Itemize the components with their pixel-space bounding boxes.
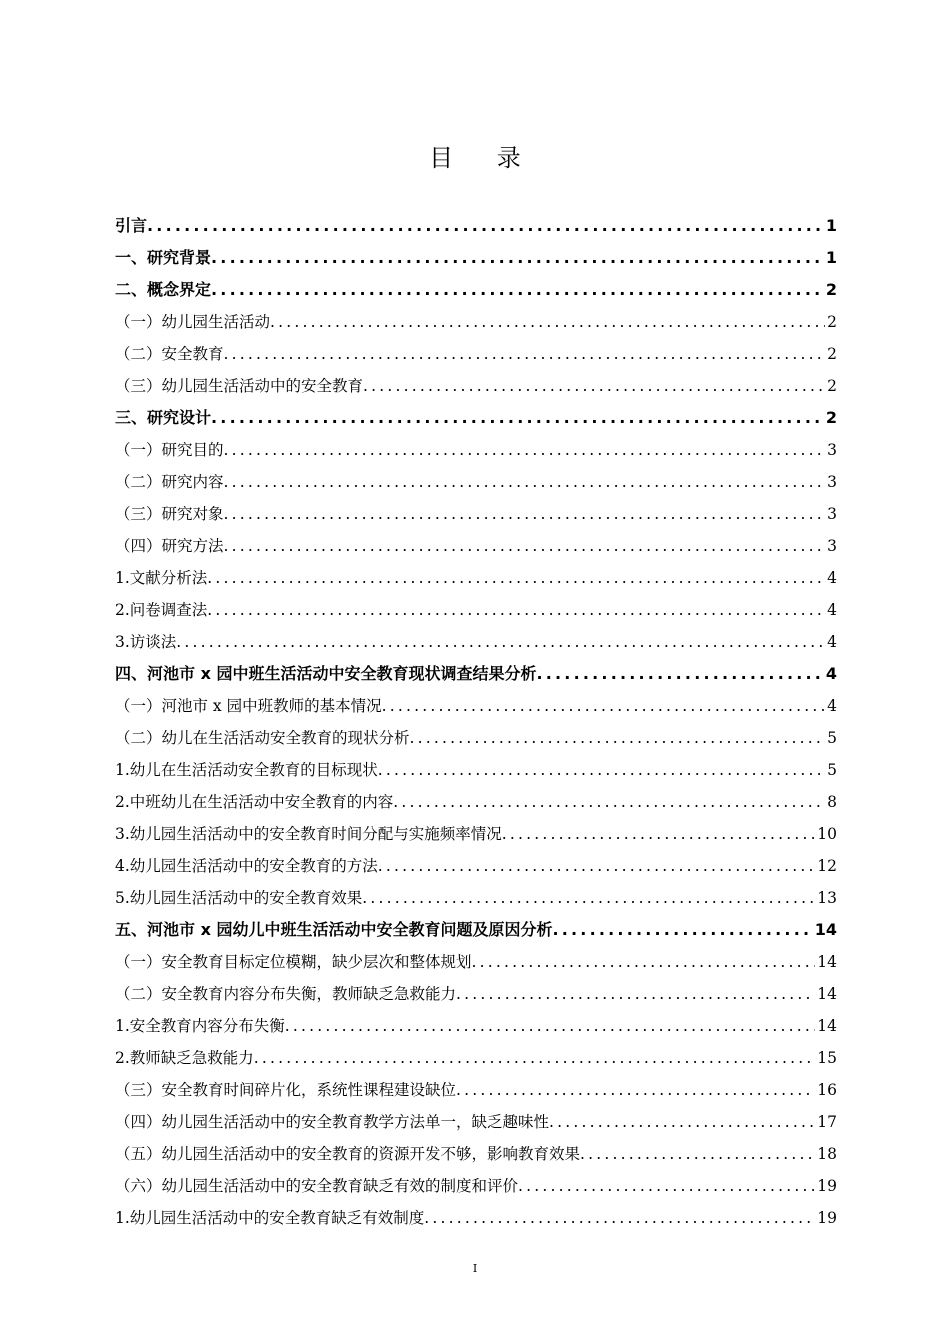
- toc-entry-label: （一）研究目的: [115, 441, 224, 459]
- toc-entry-label: （二）安全教育内容分布失衡，教师缺乏急救能力: [115, 985, 457, 1003]
- toc-entry[interactable]: [115, 562, 837, 594]
- toc-entry-page: 19: [817, 1209, 837, 1227]
- toc-entry-label: （二）研究内容: [115, 473, 224, 491]
- toc-entry[interactable]: [115, 818, 837, 850]
- toc-entry[interactable]: [115, 530, 837, 562]
- toc-entry[interactable]: [115, 498, 837, 530]
- toc-entry-label: 一、研究背景: [115, 248, 212, 267]
- toc-entry[interactable]: [115, 306, 837, 338]
- toc-dot-leader: [362, 882, 815, 914]
- toc-dot-leader: [472, 946, 816, 978]
- toc-entry-label: 五、河池市 x 园幼儿中班生活活动中安全教育问题及原因分析: [115, 920, 553, 939]
- toc-entry-label: （六）幼儿园生活活动中的安全教育缺乏有效的制度和评价: [115, 1177, 519, 1195]
- toc-entry[interactable]: [115, 1042, 837, 1074]
- toc-entry[interactable]: [115, 370, 837, 402]
- toc-entry-page: 18: [817, 1145, 837, 1163]
- toc-dot-leader: [536, 658, 823, 690]
- toc-entry-label: 1.幼儿园生活活动中的安全教育缺乏有效制度: [115, 1209, 425, 1227]
- toc-dot-leader: [382, 690, 826, 722]
- toc-entry-label: 三、研究设计: [115, 408, 212, 427]
- toc-dot-leader: [207, 594, 825, 626]
- toc-entry-page: 14: [817, 1017, 837, 1035]
- toc-entry-page: 3: [827, 505, 837, 523]
- toc-entry[interactable]: [115, 754, 837, 786]
- toc-entry[interactable]: [115, 210, 837, 242]
- toc-entry-label: （二）安全教育: [115, 345, 224, 363]
- toc-entry[interactable]: [115, 850, 837, 882]
- toc-dot-leader: [552, 914, 812, 946]
- toc-entry-page: 1: [825, 216, 837, 235]
- toc-entry[interactable]: [115, 946, 837, 978]
- toc-entry[interactable]: [115, 626, 837, 658]
- toc-entry-page: 5: [827, 761, 837, 779]
- toc-entry-page: 1: [825, 248, 837, 267]
- toc-entry-page: 10: [817, 825, 837, 843]
- toc-entry-label: （三）幼儿园生活活动中的安全教育: [115, 377, 364, 395]
- toc-entry-page: 14: [817, 985, 837, 1003]
- toc-dot-leader: [176, 626, 825, 658]
- toc-entry-label: （一）河池市 x 园中班教师的基本情况: [115, 697, 382, 715]
- toc-entry-page: 4: [827, 569, 837, 587]
- toc-entry-page: 3: [827, 441, 837, 459]
- toc-entry-page: 4: [827, 697, 837, 715]
- table-of-contents: [115, 210, 837, 1234]
- toc-entry-label: 2.中班幼儿在生活活动中安全教育的内容: [115, 793, 394, 811]
- toc-dot-leader: [518, 1170, 815, 1202]
- toc-dot-leader: [254, 1042, 815, 1074]
- toc-entry[interactable]: [115, 594, 837, 626]
- toc-entry[interactable]: [115, 658, 837, 690]
- toc-entry[interactable]: [115, 434, 837, 466]
- toc-entry-label: 二、概念界定: [115, 280, 212, 299]
- toc-entry-page: 14: [817, 953, 837, 971]
- toc-dot-leader: [270, 306, 825, 338]
- page-number: I: [472, 1262, 478, 1275]
- toc-entry-page: 14: [814, 920, 837, 939]
- toc-dot-leader: [393, 786, 825, 818]
- toc-entry-label: （四）幼儿园生活活动中的安全教育教学方法单一，缺乏趣味性: [115, 1113, 550, 1131]
- toc-dot-leader: [363, 370, 825, 402]
- toc-entry[interactable]: [115, 882, 837, 914]
- toc-entry-label: （一）幼儿园生活活动: [115, 313, 271, 331]
- toc-entry-label: 2.教师缺乏急救能力: [115, 1049, 254, 1067]
- toc-dot-leader: [211, 402, 824, 434]
- toc-dot-leader: [224, 338, 826, 370]
- toc-entry[interactable]: [115, 1138, 837, 1170]
- toc-entry[interactable]: [115, 1010, 837, 1042]
- toc-entry-page: 4: [825, 664, 837, 683]
- toc-dot-leader: [224, 530, 826, 562]
- toc-entry[interactable]: [115, 690, 837, 722]
- toc-dot-leader: [224, 466, 826, 498]
- toc-entry-label: （一）安全教育目标定位模糊，缺少层次和整体规划: [115, 953, 472, 971]
- toc-entry-page: 2: [825, 408, 837, 427]
- toc-dot-leader: [580, 1138, 815, 1170]
- toc-entry-label: 3.访谈法: [115, 633, 177, 651]
- toc-entry-label: 1.文献分析法: [115, 569, 208, 587]
- toc-dot-leader: [410, 722, 826, 754]
- toc-entry-label: （二）幼儿在生活活动安全教育的现状分析: [115, 729, 410, 747]
- toc-entry-page: 2: [827, 345, 837, 363]
- toc-entry-label: 5.幼儿园生活活动中的安全教育效果: [115, 889, 363, 907]
- toc-entry-page: 3: [827, 537, 837, 555]
- toc-entry-page: 16: [817, 1081, 837, 1099]
- toc-entry-page: 2: [825, 280, 837, 299]
- toc-entry-page: 12: [817, 857, 837, 875]
- toc-entry-page: 2: [827, 377, 837, 395]
- toc-entry[interactable]: [115, 338, 837, 370]
- toc-entry[interactable]: [115, 242, 837, 274]
- toc-entry-page: 19: [817, 1177, 837, 1195]
- toc-entry-label: （三）安全教育时间碎片化，系统性课程建设缺位: [115, 1081, 457, 1099]
- toc-dot-leader: [224, 434, 826, 466]
- toc-entry[interactable]: [115, 1106, 837, 1138]
- toc-dot-leader: [378, 850, 815, 882]
- toc-entry-page: 15: [817, 1049, 837, 1067]
- toc-dot-leader: [207, 562, 825, 594]
- toc-dot-leader: [424, 1202, 815, 1234]
- toc-entry-label: （五）幼儿园生活活动中的安全教育的资源开发不够，影响教育效果: [115, 1145, 581, 1163]
- toc-entry[interactable]: [115, 274, 837, 306]
- toc-entry-label: 4.幼儿园生活活动中的安全教育的方法: [115, 857, 378, 875]
- toc-entry-label: 1.幼儿在生活活动安全教育的目标现状: [115, 761, 378, 779]
- toc-entry-label: （四）研究方法: [115, 537, 224, 555]
- toc-dot-leader: [224, 498, 826, 530]
- toc-entry[interactable]: [115, 914, 837, 946]
- toc-entry[interactable]: [115, 978, 837, 1010]
- toc-entry-page: 4: [827, 601, 837, 619]
- toc-dot-leader: [147, 210, 824, 242]
- toc-entry-page: 3: [827, 473, 837, 491]
- toc-dot-leader: [456, 1074, 815, 1106]
- toc-entry-page: 5: [827, 729, 837, 747]
- toc-dot-leader: [378, 754, 825, 786]
- toc-entry-label: （三）研究对象: [115, 505, 224, 523]
- toc-entry[interactable]: [115, 1202, 837, 1234]
- toc-entry-page: 17: [817, 1113, 837, 1131]
- toc-entry[interactable]: [115, 722, 837, 754]
- toc-entry-page: 13: [817, 889, 837, 907]
- toc-entry[interactable]: [115, 1170, 837, 1202]
- toc-entry-label: 四、河池市 x 园中班生活活动中安全教育现状调查结果分析: [115, 664, 537, 683]
- toc-entry[interactable]: [115, 402, 837, 434]
- toc-entry[interactable]: [115, 466, 837, 498]
- toc-title: 目 录: [429, 144, 539, 172]
- toc-entry-page: 8: [827, 793, 837, 811]
- toc-dot-leader: [285, 1010, 815, 1042]
- toc-dot-leader: [456, 978, 815, 1010]
- toc-entry-page: 2: [827, 313, 837, 331]
- toc-entry-label: 3.幼儿园生活活动中的安全教育时间分配与实施频率情况: [115, 825, 502, 843]
- toc-dot-leader: [211, 274, 824, 306]
- toc-entry[interactable]: [115, 786, 837, 818]
- toc-entry-label: 2.问卷调查法: [115, 601, 208, 619]
- toc-entry[interactable]: [115, 1074, 837, 1106]
- toc-entry-label: 引言: [115, 216, 148, 235]
- toc-dot-leader: [549, 1106, 815, 1138]
- toc-entry-label: 1.安全教育内容分布失衡: [115, 1017, 285, 1035]
- toc-dot-leader: [211, 242, 824, 274]
- toc-dot-leader: [502, 818, 815, 850]
- toc-entry-page: 4: [827, 633, 837, 651]
